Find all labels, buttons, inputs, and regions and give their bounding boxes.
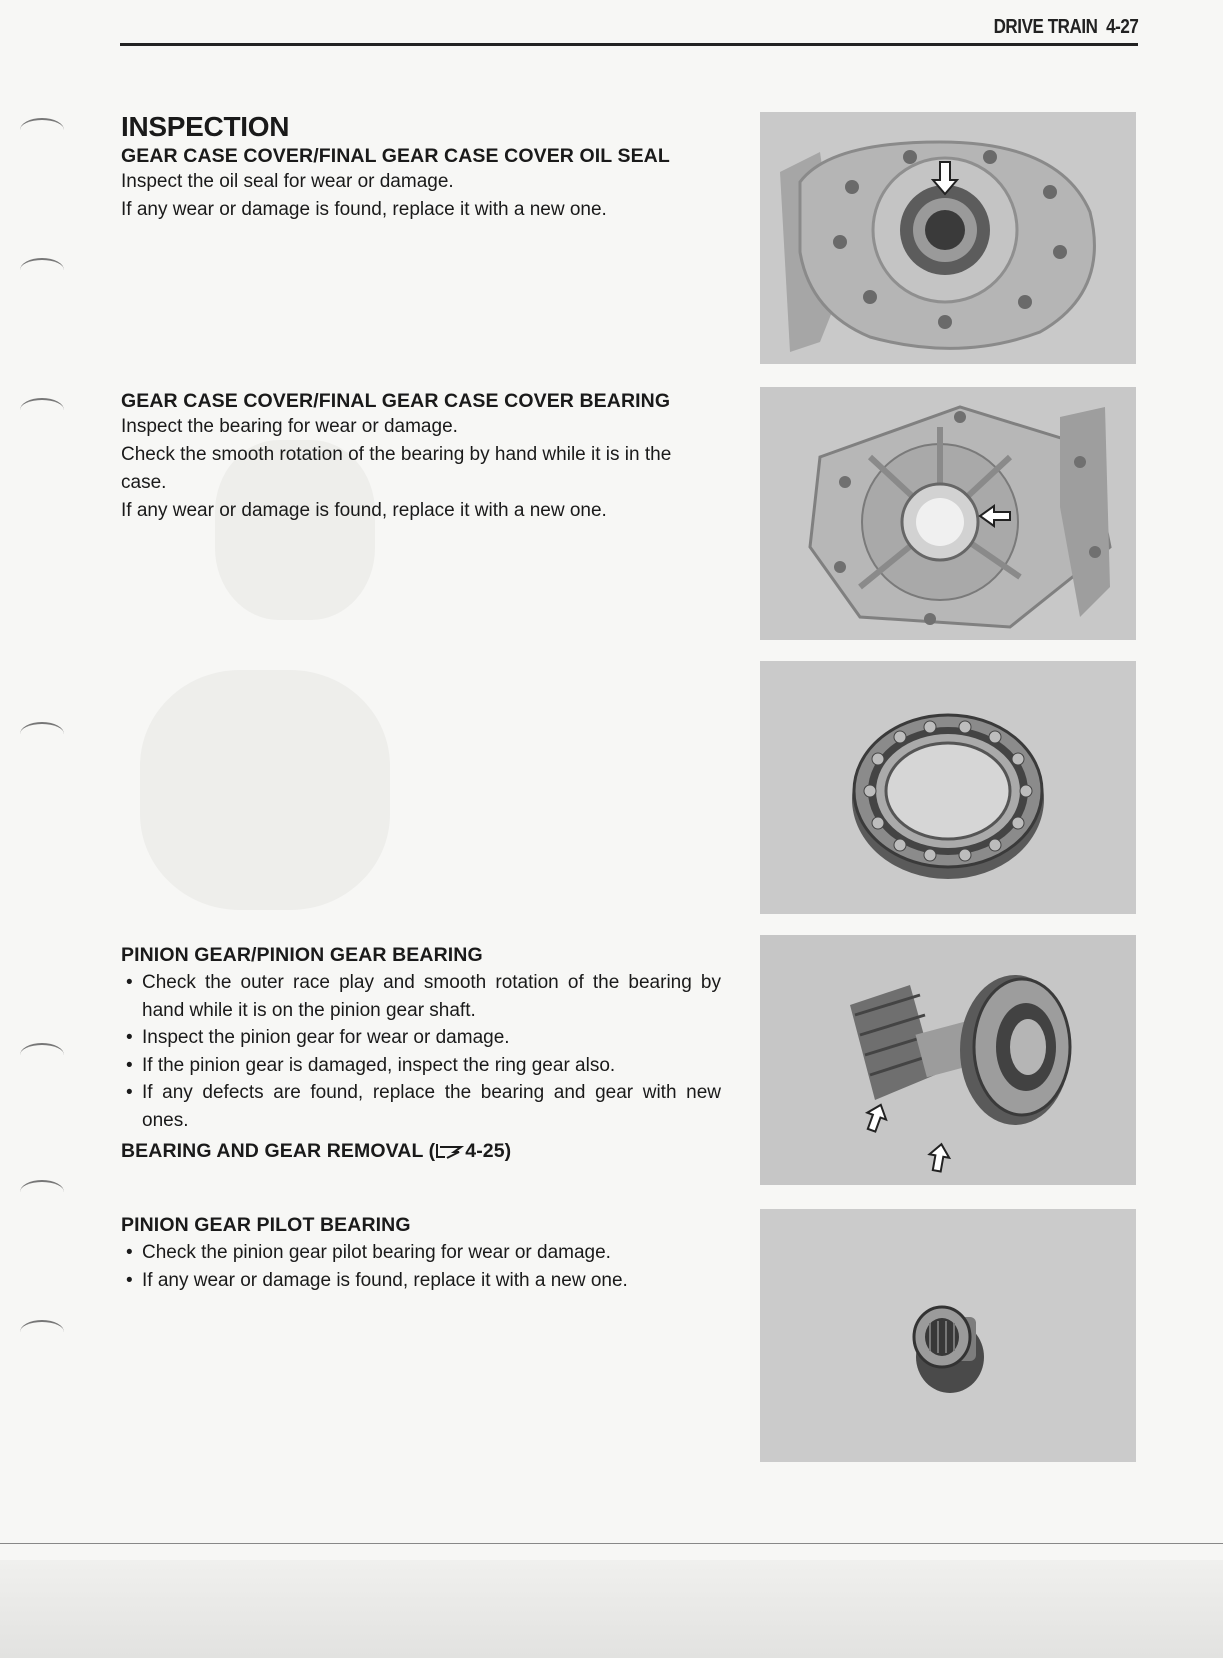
pinion-gear-section [121,944,721,1165]
pinion-gear-heading: PINION GEAR/PINION GEAR BEARING [121,944,483,966]
list-item: • If any wear or damage is found, replace it with a new one. [121,1267,731,1295]
binder-mark [20,1043,64,1067]
cover-bearing-section [121,390,731,525]
binder-mark [20,1180,64,1204]
cover-bearing-photo [760,387,1136,640]
binder-mark [20,118,64,142]
bearing-photo [760,661,1136,914]
binder-mark [20,1320,64,1344]
pinion-gear-photo [760,935,1136,1185]
bottom-rule [0,1543,1223,1544]
list-item: • Inspect the pinion gear for wear or damage. [121,1024,721,1052]
binder-mark [20,398,64,422]
list-item: • Check the pinion gear pilot bearing for wear or damage. [121,1239,731,1267]
oil-seal-section [121,111,731,224]
removal-reference-label: BEARING AND GEAR REMOVAL ( [121,1140,436,1162]
cover-bearing-line-1: Inspect the bearing for wear or damage. [121,416,458,437]
cover-bearing-line-2: Check the smooth rotation of the bearing by hand while it is in the case. [121,444,672,493]
show-through-ghost [140,670,390,910]
pilot-bearing-section [121,1214,731,1294]
header-section: DRIVE TRAIN [993,16,1098,38]
removal-reference [121,1140,721,1165]
list-item: • If any defects are found, replace the bearing and gear with new ones. [121,1079,721,1134]
inspection-title: INSPECTION [121,111,290,142]
oil-seal-line-1: Inspect the oil seal for wear or damage. [121,171,454,192]
list-item: • Check the outer race play and smooth rotation of the bearing by hand while it is on the pinion gear shaft. [121,969,721,1024]
oil-seal-photo [760,112,1136,364]
page-bottom-shade [0,1560,1223,1658]
pilot-bearing-heading: PINION GEAR PILOT BEARING [121,1214,411,1236]
oil-seal-heading: GEAR CASE COVER/FINAL GEAR CASE COVER OIL SEAL [121,145,670,167]
pilot-bearing-list [121,1239,731,1294]
header-page-number: 4-27 [1105,16,1138,38]
cover-bearing-heading: GEAR CASE COVER/FINAL GEAR CASE COVER BEARING [121,390,671,412]
cover-bearing-line-3: If any wear or damage is found, replace it with a new one. [121,500,607,521]
page-reference-icon [435,1141,465,1165]
page-header [993,16,1138,39]
removal-reference-page: 4-25) [465,1140,512,1162]
pilot-bearing-photo [760,1209,1136,1462]
binder-mark [20,258,64,282]
pinion-gear-list [121,969,721,1134]
list-item: • If the pinion gear is damaged, inspect the ring gear also. [121,1052,721,1080]
binder-mark [20,722,64,746]
header-rule [120,43,1138,46]
oil-seal-line-2: If any wear or damage is found, replace it with a new one. [121,199,607,220]
